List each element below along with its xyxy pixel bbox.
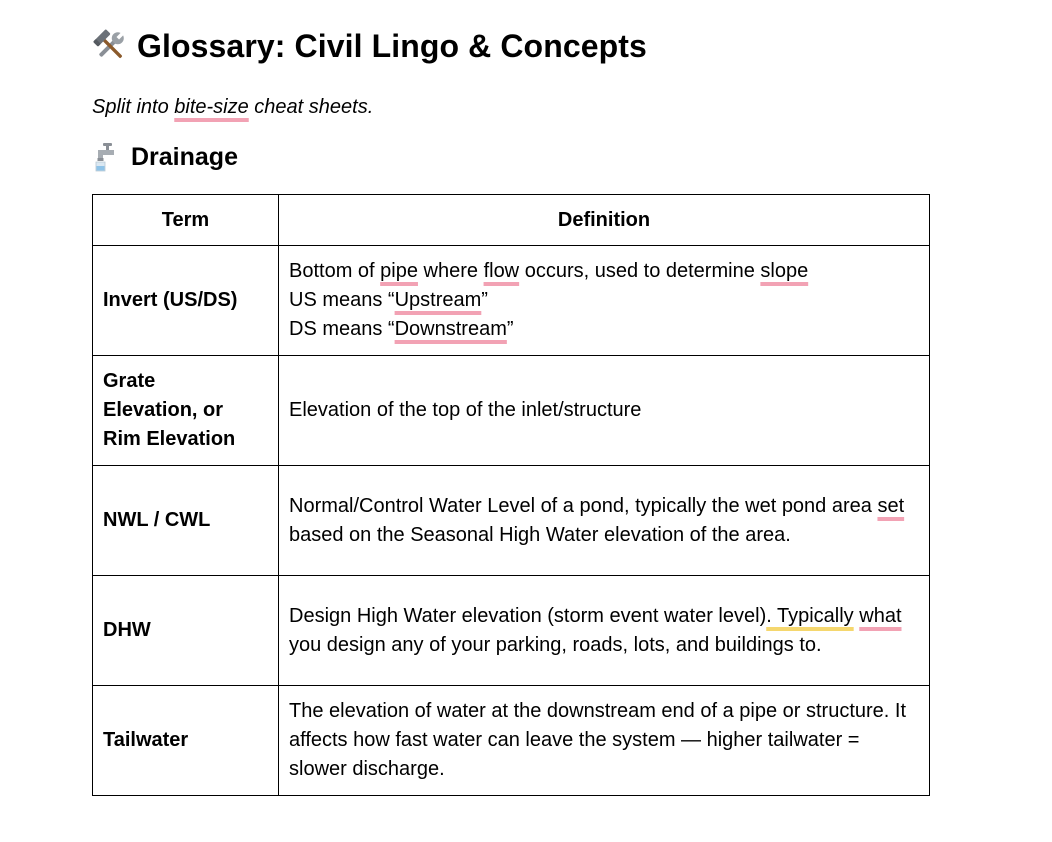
term-line: Rim Elevation xyxy=(103,428,236,450)
term-line: Grate xyxy=(103,370,156,392)
term-cell: Tailwater xyxy=(93,686,279,796)
text-run: DS means “ xyxy=(289,318,395,340)
spelling-flagged-word[interactable]: slope xyxy=(760,260,809,282)
faucet-icon xyxy=(92,142,120,172)
term-line: Elevation, or xyxy=(103,399,224,421)
subtitle-text-part1: Split into xyxy=(92,96,175,118)
document-body xyxy=(92,24,952,780)
page-title: Glossary: Civil Lingo & Concepts xyxy=(137,27,647,64)
subtitle-text-part2: cheat sheets. xyxy=(248,96,374,118)
spelling-flagged-word[interactable]: Downstream xyxy=(394,318,507,340)
hammer-and-wrench-icon xyxy=(92,28,128,64)
spelling-flagged-word[interactable]: Upstream xyxy=(394,289,482,311)
column-header-term: Term xyxy=(93,195,279,246)
spelling-flagged-word[interactable]: set xyxy=(877,494,905,517)
spelling-flagged-word[interactable]: pipe xyxy=(380,260,418,282)
text-run: occurs, used to determine xyxy=(519,260,761,282)
definition-cell xyxy=(279,466,930,576)
text-run: where xyxy=(417,260,484,282)
table-row xyxy=(93,576,930,686)
table-header-row xyxy=(93,195,930,246)
term-cell xyxy=(93,356,279,466)
text-run: Design High Water elevation (storm event water level) xyxy=(289,604,767,627)
table-row xyxy=(93,356,930,466)
definition-cell: The elevation of water at the downstream end of a pipe or structure. It affects how fast water can leave the system — higher tailwater = slower discharge. xyxy=(279,686,930,796)
text-run: US means “ xyxy=(289,289,395,311)
title-row xyxy=(92,24,952,68)
column-header-definition: Definition xyxy=(279,195,930,246)
term-cell: NWL / CWL xyxy=(93,466,279,576)
spelling-flagged-word[interactable]: bite-size xyxy=(174,96,249,118)
subtitle xyxy=(92,95,952,119)
table-row xyxy=(93,466,930,576)
definition-cell: Elevation of the top of the inlet/structure xyxy=(279,356,930,466)
section-title: Drainage xyxy=(131,142,238,171)
definition-cell xyxy=(279,246,930,356)
text-run: you design any of your parking, roads, lots, and buildings to. xyxy=(289,633,822,656)
spelling-flagged-word[interactable]: what xyxy=(859,604,902,627)
term-cell: DHW xyxy=(93,576,279,686)
text-run: Normal/Control Water Level of a pond, typically the wet pond area xyxy=(289,494,878,517)
text-run: Bottom of xyxy=(289,260,381,282)
definition-cell xyxy=(279,576,930,686)
definition-line xyxy=(289,315,919,344)
glossary-table xyxy=(92,194,930,796)
text-run: ” xyxy=(506,318,514,340)
grammar-flagged-text[interactable]: . Typically xyxy=(766,604,854,627)
term-cell: Invert (US/DS) xyxy=(93,246,279,356)
table-row xyxy=(93,246,930,356)
text-run: ” xyxy=(481,289,488,311)
spelling-flagged-word[interactable]: flow xyxy=(483,260,520,282)
definition-line xyxy=(289,286,919,315)
table-row xyxy=(93,686,930,796)
section-heading xyxy=(92,140,952,174)
text-run: based on the Seasonal High Water elevation of the area. xyxy=(289,523,791,546)
definition-line xyxy=(289,257,919,286)
